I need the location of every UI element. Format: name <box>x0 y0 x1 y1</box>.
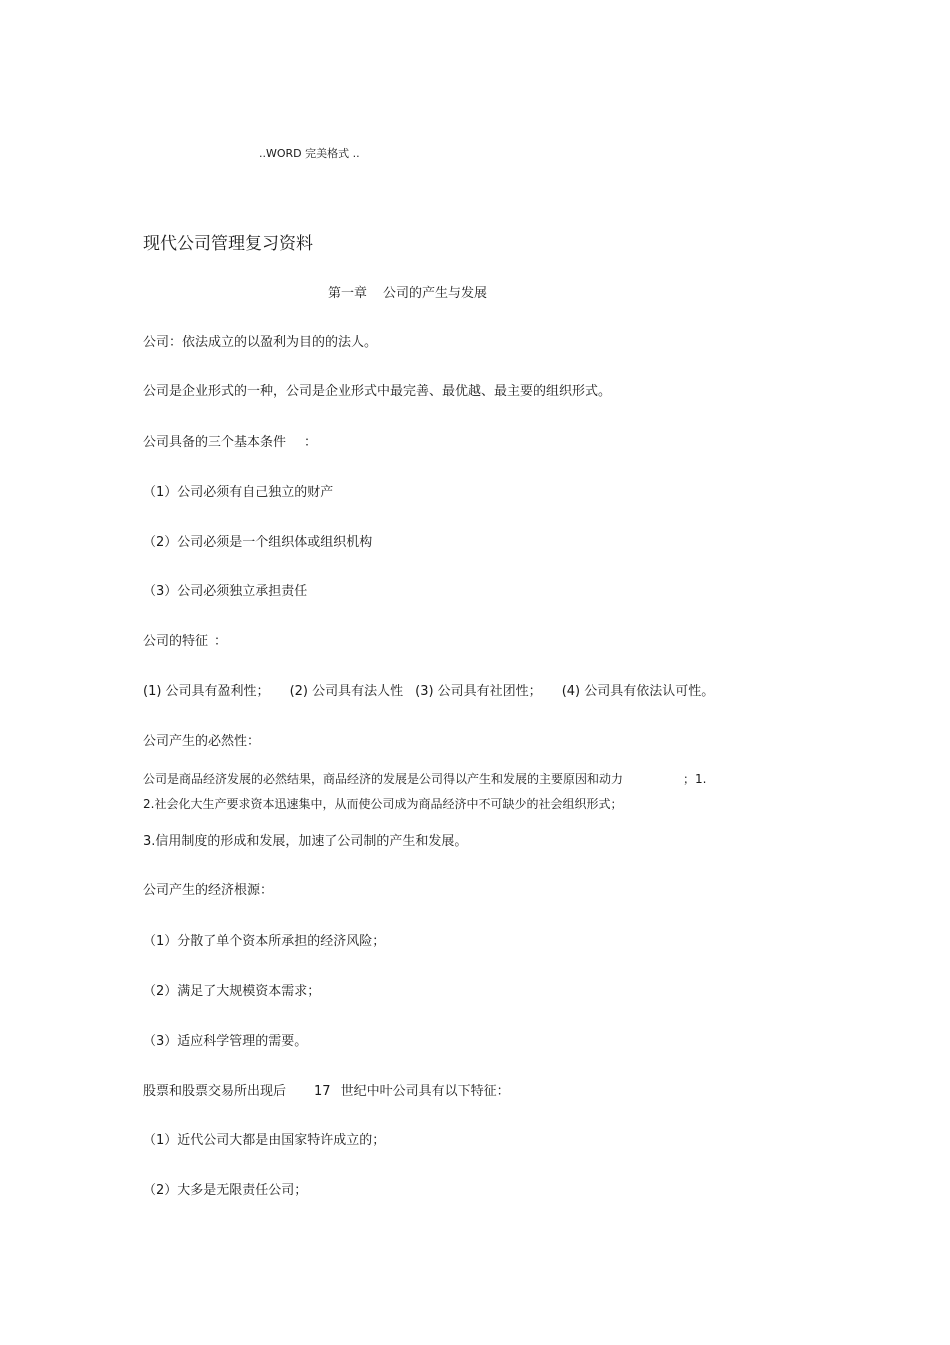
document-title: 现代公司管理复习资料 <box>143 234 313 254</box>
features-heading-colon: ： <box>214 634 228 649</box>
condition-item: （3）公司必须独立承担责任 <box>143 584 308 599</box>
necessity-line-2: 2.社会化大生产要求资本迅速集中，从而使公司成为商品经济中不可缺少的社会组织形式； <box>143 797 623 811</box>
conditions-heading-text: 公司具备的三个基本条件 <box>143 435 287 450</box>
roots-heading: 公司产生的经济根源： <box>143 883 274 898</box>
necessity-heading: 公司产生的必然性： <box>143 734 261 749</box>
feature-item: (3) 公司具有社团性； <box>415 684 542 699</box>
conditions-heading <box>143 435 317 451</box>
necessity-line-3: 3.信用制度的形成和发展，加速了公司制的产生和发展。 <box>143 834 468 849</box>
necessity-line-1 <box>143 771 706 787</box>
company-form: 公司是企业形式的一种，公司是企业形式中最完善、最优越、最主要的组织形式。 <box>143 384 612 399</box>
necessity-line-1-tail: ；1. <box>683 772 707 786</box>
condition-item: （1）公司必须有自己独立的财产 <box>143 485 334 500</box>
page-header: ..WORD 完美格式 .. <box>259 147 360 160</box>
company-definition: 公司：依法成立的以盈利为目的的法人。 <box>143 335 378 350</box>
history-item: （1）近代公司大都是由国家特许成立的； <box>143 1133 386 1148</box>
feature-item: (4) 公司具有依法认可性。 <box>561 684 715 699</box>
history-heading <box>143 1084 510 1100</box>
feature-list <box>143 684 714 700</box>
roots-item: （2）满足了大规模资本需求； <box>143 984 321 999</box>
roots-item: （1）分散了单个资本所承担的经济风险； <box>143 934 386 949</box>
history-heading-number: 17 <box>314 1084 331 1099</box>
necessity-line-1-text: 公司是商品经济发展的必然结果，商品经济的发展是公司得以产生和发展的主要原因和动力 <box>143 772 624 786</box>
conditions-heading-colon: ： <box>304 435 318 450</box>
chapter-name: 公司的产生与发展 <box>383 286 488 301</box>
condition-item: （2）公司必须是一个组织体或组织机构 <box>143 535 373 550</box>
history-item: （2）大多是无限责任公司； <box>143 1183 308 1198</box>
features-heading <box>143 634 227 650</box>
history-heading-part2: 世纪中叶公司具有以下特征： <box>340 1084 510 1099</box>
chapter-number: 第一章 <box>328 286 368 301</box>
feature-item: (2) 公司具有法人性 <box>289 684 404 699</box>
chapter-heading <box>328 286 487 302</box>
feature-item: (1) 公司具有盈利性； <box>143 684 270 699</box>
features-heading-text: 公司的特征 <box>143 634 209 649</box>
history-heading-part1: 股票和股票交易所出现后 <box>143 1084 287 1099</box>
roots-item: （3）适应科学管理的需要。 <box>143 1034 308 1049</box>
